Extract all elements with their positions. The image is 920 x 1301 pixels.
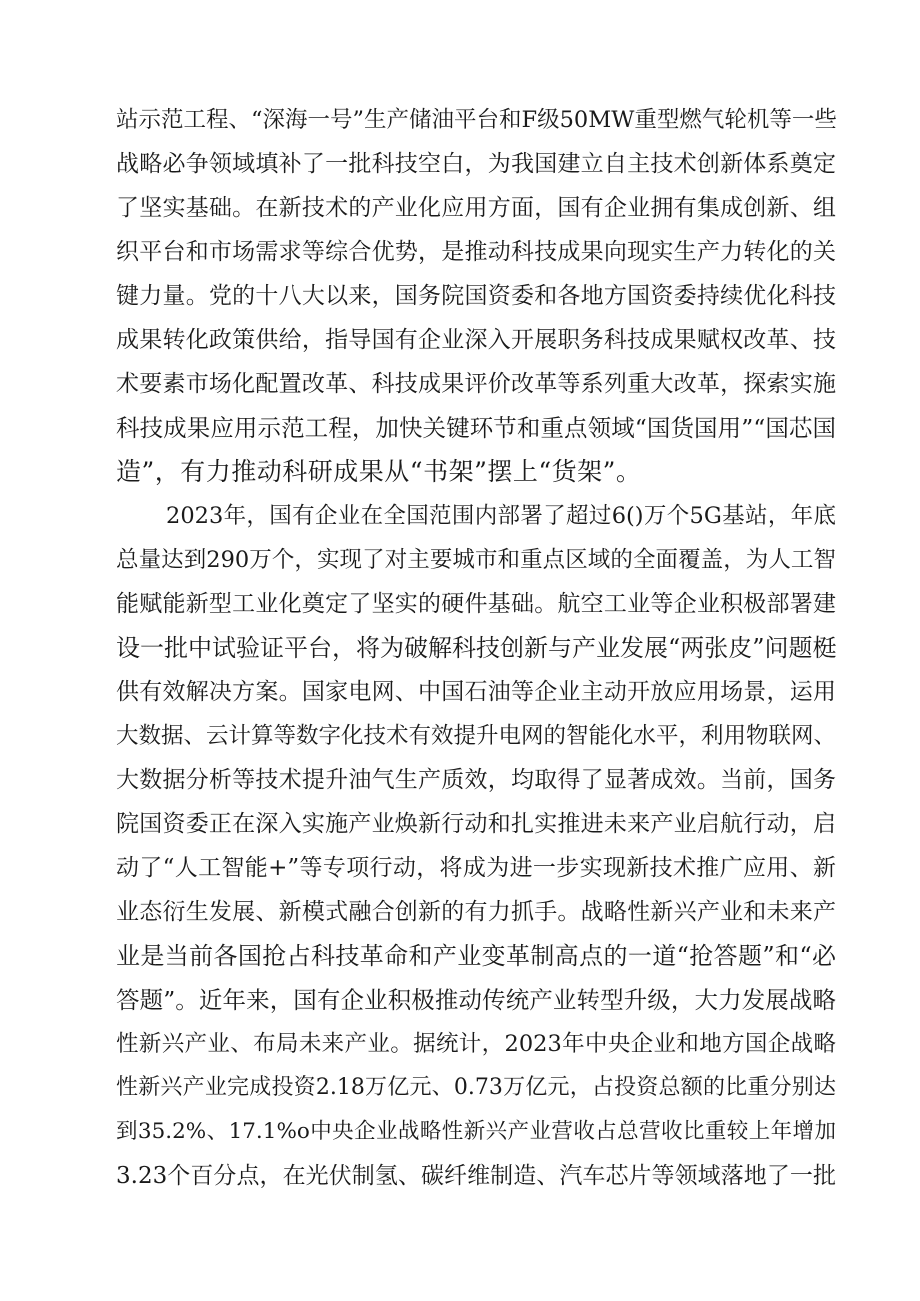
text-line: 院国资委正在深入实施产业焕新行动和扎实推进未来产业启航行动，启 xyxy=(116,811,836,837)
text-line: 造”，有力推动科研成果从“书架”摆上“货架”。 xyxy=(116,457,642,486)
text-line: 业态衍生发展、新模式融合创新的有力抓手。战略性新兴产业和未来产 xyxy=(116,899,836,925)
text-line: 站示范工程、“深海一号”生产储油平台和F级50MW重型燃气轮机等一些 xyxy=(116,107,837,133)
text-line: 能赋能新型工业化奠定了坚实的硬件基础。航空工业等企业积极部署建 xyxy=(116,591,836,617)
text-line: 了坚实基础。在新技术的产业化应用方面，国有企业拥有集成创新、组 xyxy=(116,195,836,221)
text-line: 性新兴产业、布局未来产业。据统计，2023年中央企业和地方国企战略 xyxy=(116,1031,836,1057)
text-line: 供有效解决方案。国家电网、中国石油等企业主动开放应用场景，运用 xyxy=(116,679,836,705)
text-line: 大数据分析等技术提升油气生产质效，均取得了显著成效。当前，国务 xyxy=(116,767,836,793)
text-line: 大数据、云计算等数字化技术有效提升电网的智能化水平，利用物联网、 xyxy=(116,723,837,749)
text-line: 键力量。党的十八大以来，国务院国资委和各地方国资委持续优化科技 xyxy=(116,283,836,309)
text-line: 织平台和市场需求等综合优势，是推动科技成果向现实生产力转化的关 xyxy=(116,239,836,265)
text-line: 业是当前各国抢占科技革命和产业变革制高点的一道“抢答题”和“必 xyxy=(116,942,836,970)
text-line: 科技成果应用示范工程，加快关键环节和重点领域“国货国用”“国芯国 xyxy=(116,414,836,442)
text-line: 到35.2%、17.1%o中央企业战略性新兴产业营收占总营收比重较上年增加 xyxy=(116,1119,836,1144)
text-line: 总量达到290万个，实现了对主要城市和重点区域的全面覆盖，为人工智 xyxy=(116,547,836,573)
text-line: 成果转化政策供给，指导国有企业深入开展职务科技成果赋权改革、技 xyxy=(116,327,836,353)
text-line: 术要素市场化配置改革、科技成果评价改革等系列重大改革，探索实施 xyxy=(116,371,836,397)
text-line: 设一批中试验证平台，将为破解科技创新与产业发展“两张皮”问题梃 xyxy=(116,634,837,662)
text-line: 战略必争领域填补了一批科技空白，为我国建立自主技术创新体系奠定 xyxy=(116,151,836,177)
text-line: 答题”。近年来，国有企业积极推动传统产业转型升级，大力发展战略 xyxy=(116,986,836,1014)
text-line: 2023年，国有企业在全国范围内部署了超过6()万个5G基站，年底 xyxy=(166,503,836,529)
text-line: 3.23个百分点，在光伏制氢、碳纤维制造、汽车芯片等领域落地了一批 xyxy=(116,1163,836,1189)
text-line: 动了“人工智能+”等专项行动，将成为进一步实现新技术推广应用、新 xyxy=(116,855,836,881)
text-line: 性新兴产业完成投资2.18万亿元、0.73万亿元，占投资总额的比重分别达 xyxy=(116,1075,836,1100)
